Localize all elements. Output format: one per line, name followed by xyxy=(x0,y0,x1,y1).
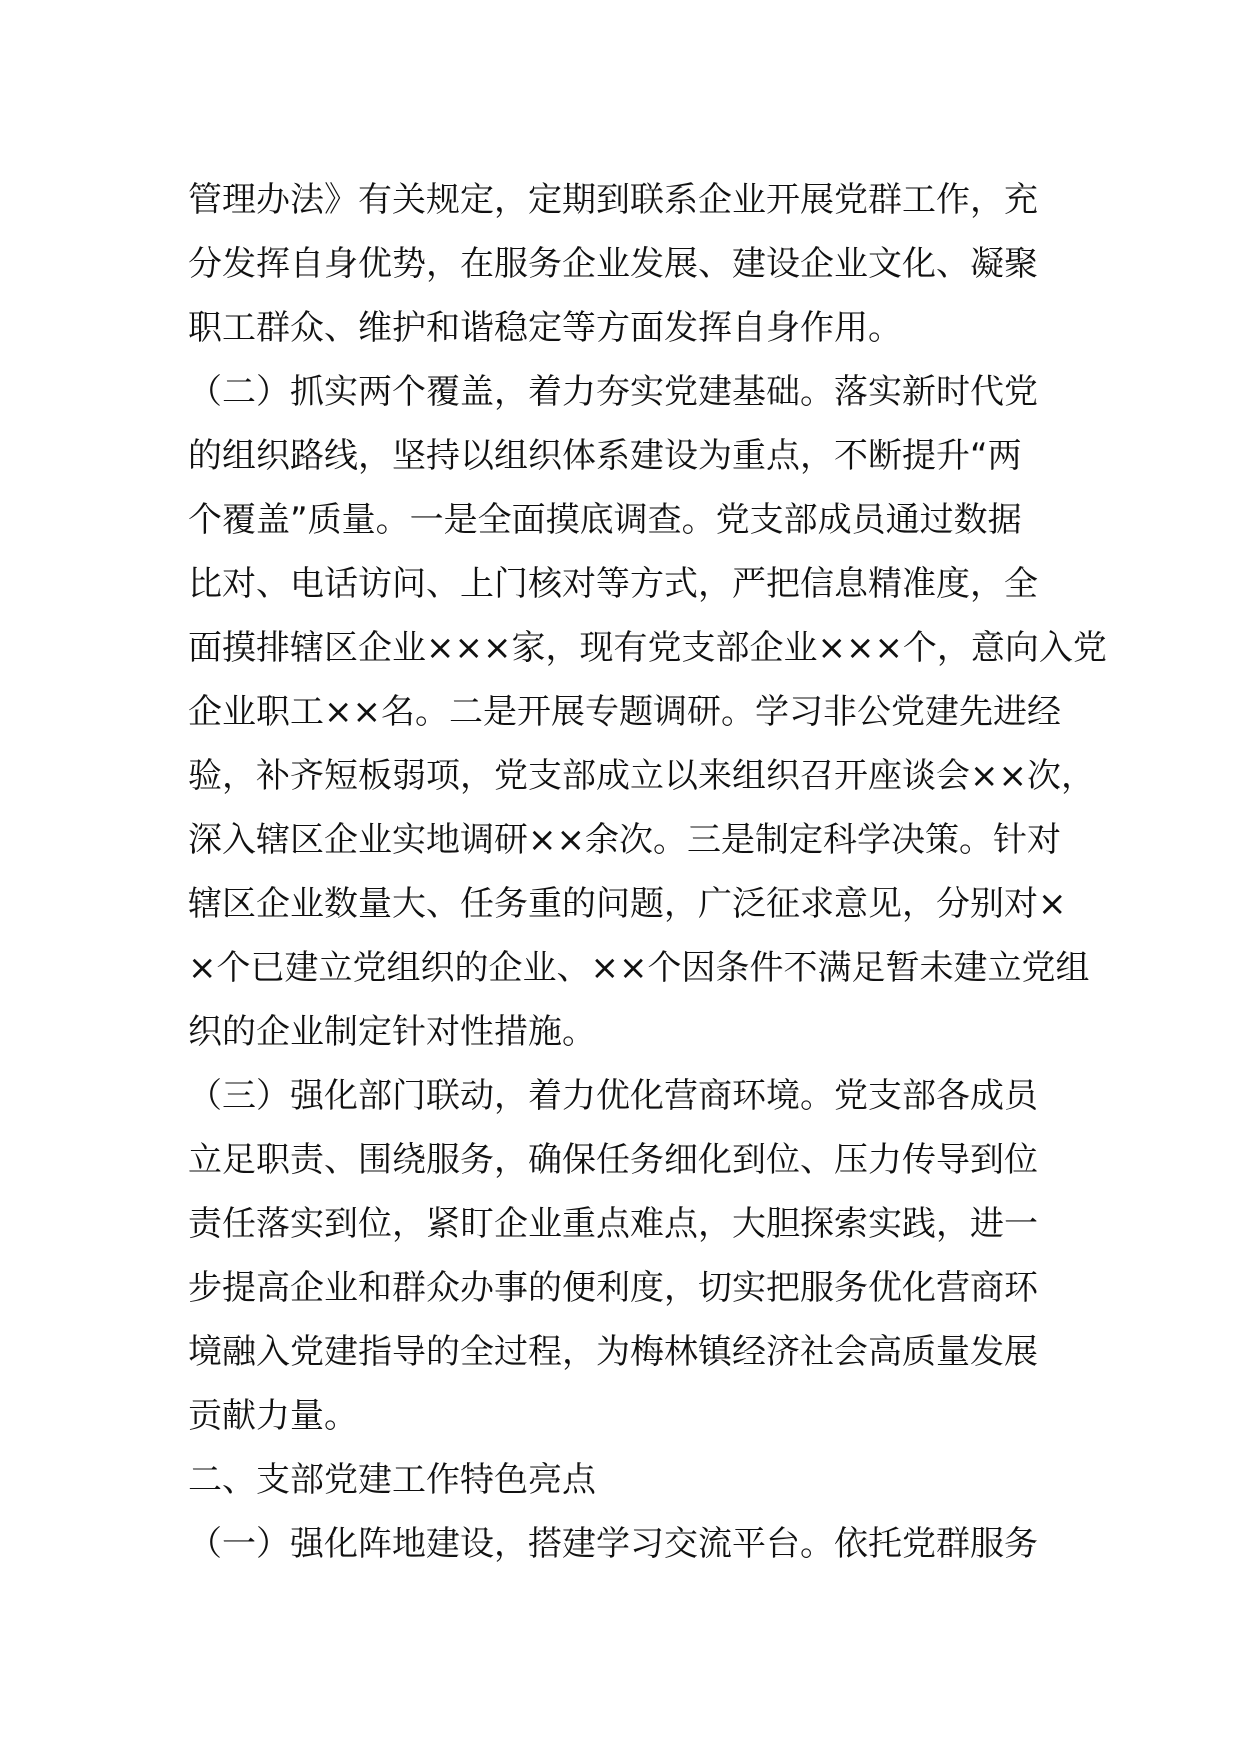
text-line: 境融入党建指导的全过程，为梅林镇经济社会高质量发展 xyxy=(188,1332,1038,1372)
text-line: 验，补齐短板弱项，党支部成立以来组织召开座谈会××次， xyxy=(188,756,1095,796)
text-line: 立足职责、围绕服务，确保任务细化到位、压力传导到位 xyxy=(188,1140,1038,1180)
text-line: 职工群众、维护和谐稳定等方面发挥自身作用。 xyxy=(188,308,902,348)
text-line: 企业职工××名。二是开展专题调研。学习非公党建先进经 xyxy=(188,692,1061,732)
text-line: 织的企业制定针对性措施。 xyxy=(188,1012,596,1052)
body-text xyxy=(188,168,1107,1576)
text-line: 个覆盖”质量。一是全面摸底调查。党支部成员通过数据 xyxy=(188,500,1022,540)
text-line: 比对、电话访问、上门核对等方式，严把信息精准度，全 xyxy=(188,564,1038,604)
text-line: 管理办法》有关规定，定期到联系企业开展党群工作，充 xyxy=(188,180,1038,220)
chapter-heading: 二、支部党建工作特色亮点 xyxy=(188,1460,596,1500)
text-line: 贡献力量。 xyxy=(188,1396,358,1436)
text-line: 的组织路线，坚持以组织体系建设为重点，不断提升“两 xyxy=(188,436,1022,476)
text-line: 深入辖区企业实地调研××余次。三是制定科学决策。针对 xyxy=(188,820,1061,860)
text-line: 面摸排辖区企业×××家，现有党支部企业×××个，意向入党 xyxy=(188,628,1107,668)
section-heading-2: （二）抓实两个覆盖，着力夯实党建基础。落实新时代党 xyxy=(188,372,1038,412)
text-line: 步提高企业和群众办事的便利度，切实把服务优化营商环 xyxy=(188,1268,1038,1308)
section-heading-3: （三）强化部门联动，着力优化营商环境。党支部各成员 xyxy=(188,1076,1038,1116)
text-line: 分发挥自身优势，在服务企业发展、建设企业文化、凝聚 xyxy=(188,244,1038,284)
section-heading-1: （一）强化阵地建设，搭建学习交流平台。依托党群服务 xyxy=(188,1524,1038,1564)
text-line: 责任落实到位，紧盯企业重点难点，大胆探索实践，进一 xyxy=(188,1204,1038,1244)
text-line: ×个已建立党组织的企业、××个因条件不满足暂未建立党组 xyxy=(188,948,1090,988)
text-line: 辖区企业数量大、任务重的问题，广泛征求意见，分别对× xyxy=(188,884,1067,924)
